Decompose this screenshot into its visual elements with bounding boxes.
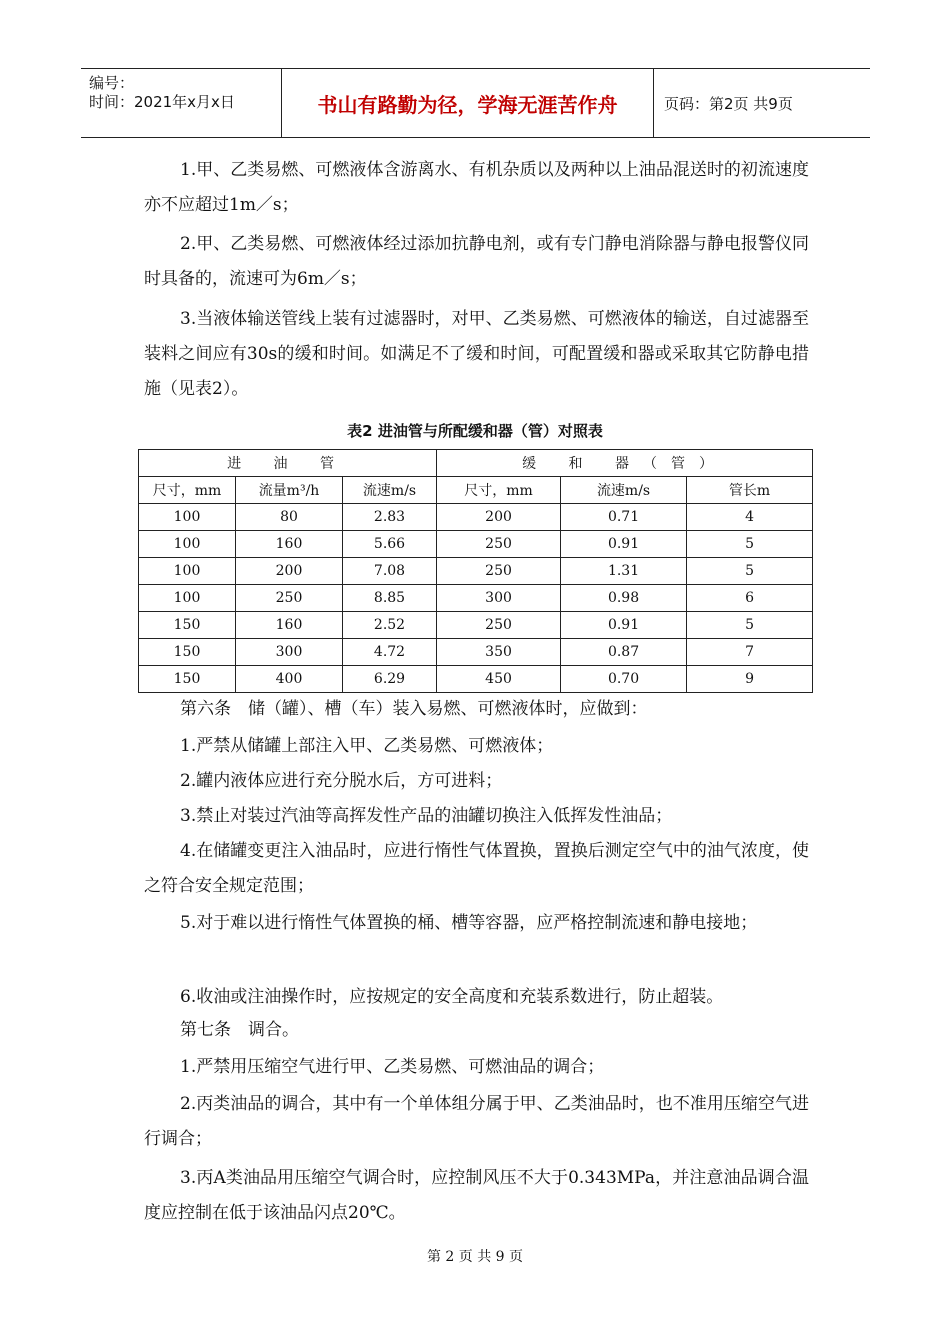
table-caption: 表2 进油管与所配缓和器（管）对照表 <box>347 422 603 440</box>
table-cell: 250 <box>437 612 561 639</box>
column-header: 流速m/s <box>561 477 687 504</box>
header-motto: 书山有路勤为径，学海无涯苦作舟 <box>282 69 654 137</box>
table-cell: 300 <box>236 639 343 666</box>
article-6-title: 第六条 储（罐）、槽（车）装入易燃、可燃液体时，应做到： <box>180 699 648 719</box>
document-date: 时间：2021年x月x日 <box>89 93 235 111</box>
table-cell: 350 <box>437 639 561 666</box>
article-6-item-3: 3.禁止对装过汽油等高挥发性产品的油罐切换注入低挥发性油品； <box>180 806 673 826</box>
table-cell: 400 <box>236 666 343 693</box>
table-group-header-row <box>139 450 813 477</box>
column-header: 尺寸，mm <box>437 477 561 504</box>
table-row <box>139 504 813 531</box>
table-cell: 8.85 <box>343 585 437 612</box>
article-7-item-3: 3.丙A类油品用压缩空气调合时，应控制风压不大于0.343MPa，并注意油品调合温度应控制在低于该油品闪点20℃。 <box>144 1168 809 1223</box>
table-cell: 80 <box>236 504 343 531</box>
table-row <box>139 558 813 585</box>
table-row <box>139 612 813 639</box>
table-cell: 100 <box>139 504 236 531</box>
page-footer: 第 2 页 共 9 页 <box>426 1249 524 1265</box>
table-cell: 250 <box>236 585 343 612</box>
group-header-buffer: 缓 和 器（管） <box>437 450 813 477</box>
header-meta-cell <box>81 69 282 137</box>
pipe-comparison-table <box>138 449 813 693</box>
table-row <box>139 585 813 612</box>
table-cell: 160 <box>236 612 343 639</box>
table-cell: 0.91 <box>561 612 687 639</box>
article-7-item-2: 2.丙类油品的调合，其中有一个单体组分属于甲、乙类油品时，也不准用压缩空气进行调合； <box>144 1094 809 1149</box>
table-cell: 100 <box>139 558 236 585</box>
table-cell: 6.29 <box>343 666 437 693</box>
table-cell: 5 <box>687 558 813 585</box>
article-6-item-6: 6.收油或注油操作时，应按规定的安全高度和充装系数进行，防止超装。 <box>180 987 724 1007</box>
table-cell: 5 <box>687 531 813 558</box>
article-6-item-1: 1.严禁从储罐上部注入甲、乙类易燃、可燃液体； <box>180 736 554 756</box>
table-row <box>139 531 813 558</box>
table-cell: 4.72 <box>343 639 437 666</box>
column-header: 流量m³/h <box>236 477 343 504</box>
article-7-item-1: 1.严禁用压缩空气进行甲、乙类易燃、可燃油品的调合； <box>180 1057 605 1077</box>
article-6-item-5: 5.对于难以进行惰性气体置换的桶、槽等容器，应严格控制流速和静电接地； <box>180 913 758 933</box>
header-page-info: 页码：第2页 共9页 <box>664 94 793 113</box>
table-cell: 5 <box>687 612 813 639</box>
table-cell: 100 <box>139 585 236 612</box>
paragraph-1: 1.甲、乙类易燃、可燃液体含游离水、有机杂质以及两种以上油品混送时的初流速度亦不应超过1m／s； <box>144 160 809 215</box>
column-header: 流速m/s <box>343 477 437 504</box>
table-cell: 250 <box>437 531 561 558</box>
table-row <box>139 639 813 666</box>
article-6-item-4: 4.在储罐变更注入油品时，应进行惰性气体置换，置换后测定空气中的油气浓度，使之符合安全规定范围； <box>144 841 809 896</box>
table-cell: 0.91 <box>561 531 687 558</box>
table-cell: 150 <box>139 639 236 666</box>
column-header: 管长m <box>687 477 813 504</box>
group-header-inlet-pipe: 进 油 管 <box>139 450 437 477</box>
column-header: 尺寸，mm <box>139 477 236 504</box>
table-cell: 450 <box>437 666 561 693</box>
table-cell: 160 <box>236 531 343 558</box>
article-6-item-2: 2.罐内液体应进行充分脱水后，方可进料； <box>180 771 503 791</box>
table-cell: 5.66 <box>343 531 437 558</box>
table-cell: 200 <box>236 558 343 585</box>
table-cell: 150 <box>139 666 236 693</box>
table-cell: 7 <box>687 639 813 666</box>
paragraph-3: 3.当液体输送管线上装有过滤器时，对甲、乙类易燃、可燃液体的输送，自过滤器至装料之间应有30s的缓和时间。如满足不了缓和时间，可配置缓和器或采取其它防静电措施（见表2）。 <box>144 309 809 399</box>
table-cell: 2.52 <box>343 612 437 639</box>
article-7-title: 第七条 调合。 <box>180 1020 299 1040</box>
table-cell: 2.83 <box>343 504 437 531</box>
table-cell: 6 <box>687 585 813 612</box>
table-cell: 0.71 <box>561 504 687 531</box>
table-cell: 0.87 <box>561 639 687 666</box>
table-cell: 7.08 <box>343 558 437 585</box>
table-cell: 100 <box>139 531 236 558</box>
page-header <box>81 68 870 138</box>
table-cell: 150 <box>139 612 236 639</box>
table-cell: 4 <box>687 504 813 531</box>
document-code-label: 编号： <box>89 74 135 92</box>
table-cell: 0.70 <box>561 666 687 693</box>
table-cell: 9 <box>687 666 813 693</box>
table-column-header-row <box>139 477 813 504</box>
table-row <box>139 666 813 693</box>
table-cell: 1.31 <box>561 558 687 585</box>
table-cell: 250 <box>437 558 561 585</box>
paragraph-2: 2.甲、乙类易燃、可燃液体经过添加抗静电剂，或有专门静电消除器与静电报警仪同时具备的，流速可为6m／s； <box>144 234 809 289</box>
table-cell: 200 <box>437 504 561 531</box>
table-cell: 0.98 <box>561 585 687 612</box>
table-cell: 300 <box>437 585 561 612</box>
